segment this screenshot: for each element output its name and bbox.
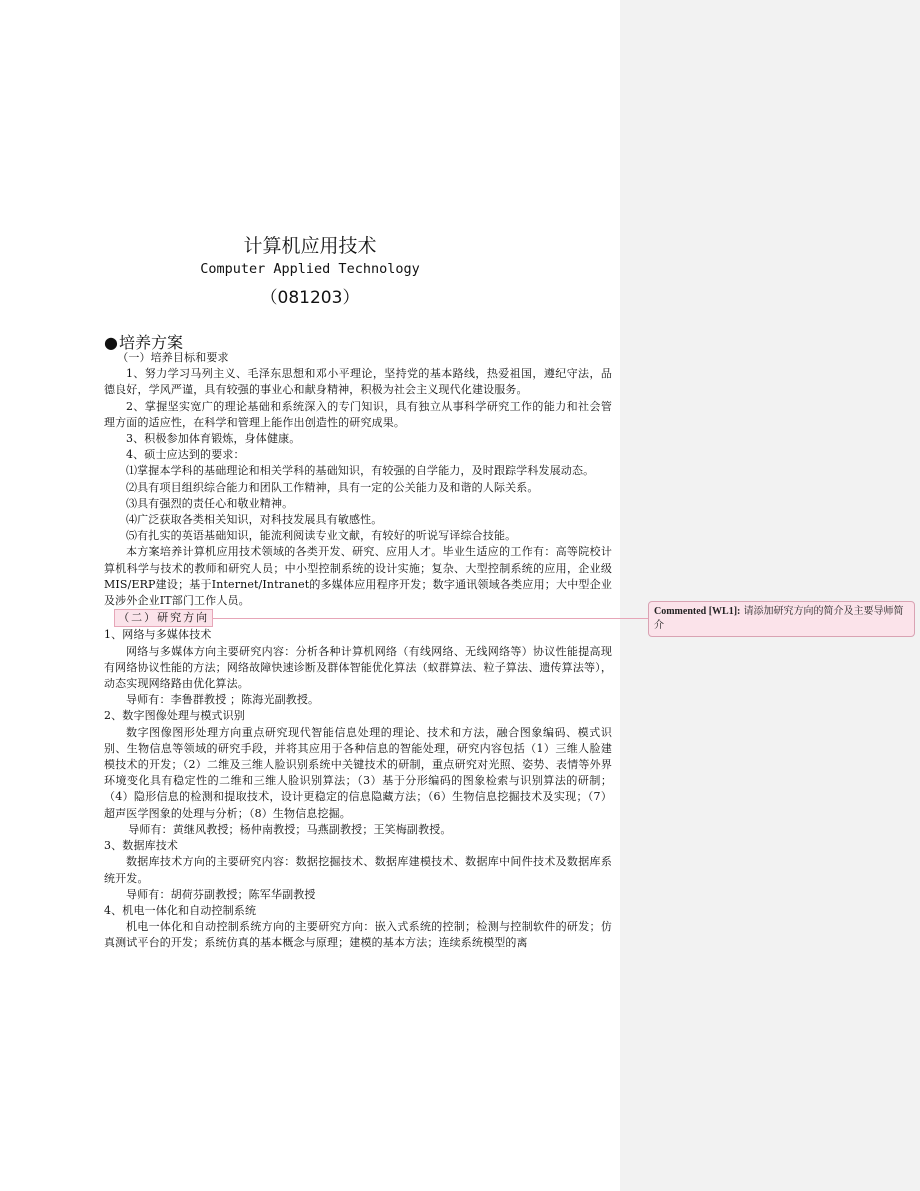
body-paragraph: 1、网络与多媒体技术 [104,628,212,642]
body-paragraph: 机电一体化和自动控制系统方向的主要研究方向：嵌入式系统的控制；检测与控制软件的研发；仿真测试平台的开发；系统仿真的基本概念与原理；建模的基本方法；连续系统模型的离 [104,920,612,950]
body-part-directions [104,627,612,951]
comment-author: Commented [WL1]: [654,606,741,617]
body-paragraph: ⑷广泛获取各类相关知识，对科技发展具有敏感性。 [126,513,383,527]
comment-balloon[interactable] [648,601,915,637]
comment-connector-line-margin [612,618,648,619]
document-subtitle-english: Computer Applied Technology [200,261,420,277]
body-paragraph: 数据库技术方向的主要研究内容：数据挖掘技术、数据库建模技术、数据库中间件技术及数据库系统开发。 [104,855,612,885]
document-body[interactable] [104,350,612,952]
section-heading-text: 培养方案 [118,333,183,352]
body-paragraph: ⑶具有强烈的责任心和敬业精神。 [126,496,294,510]
body-paragraph: 3、数据库技术 [104,839,179,853]
body-paragraph: 数字图像图形处理方向重点研究现代智能信息处理的理论、技术和方法，融合图象编码、模式识别、生物信息等领域的研究手段，并将其应用于各种信息的智能处理，研究内容包括（1）三维人脸建模技术的开发；（2）二维及三维人脸识别系统中关键技术的研制，重点研究对光照、姿势、表情等外界环境变化具有稳定性的二维和三维人脸识别算法；（3）基于分形编码的图象检索与识别算法的研制；（4）隐形信息的检测和提取技术，设计更稳定的信息隐藏方法；（6）生物信息挖掘技术及实现；（7）超声医学图象的处理与分析；（8）生物信息挖掘。 [104,725,612,820]
body-paragraph: 3、积极参加体育锻炼，身体健康。 [126,432,301,446]
comment-text: 请添加研究方向的简介及主要导师简介 [654,606,904,631]
body-paragraph: 导师有：黄继风教授；杨仲南教授；马燕副教授；王笑梅副教授。 [128,822,452,836]
bullet-icon: ● [104,333,118,352]
document-title: 计算机应用技术 [243,235,377,257]
body-paragraph: ⑸有扎实的英语基础知识，能流利阅读专业文献，有较好的听说写译综合技能。 [126,529,517,543]
body-part-goals [104,350,612,609]
body-paragraph: 本方案培养计算机应用技术领域的各类开发、研究、应用人才。毕业生适应的工作有：高等院校计算机科学与技术的教师和研究人员；中小型控制系统的设计实施；复杂、大型控制系统的应用，企业级MIS/ERP建设；基于Internet/Intranet的多媒体应用程序开发；数字通讯领域各类应用；大中型企业及涉外企业IT部门工作人员。 [104,545,612,608]
body-paragraph: 2、掌握坚实宽广的理论基础和系统深入的专门知识，具有独立从事科学研究工作的能力和社会管理方面的适应性，在科学和管理上能作出创造性的研究成果。 [104,399,612,429]
body-paragraph: 导师有：李鲁群教授 ；陈海光副教授。 [126,693,320,707]
body-paragraph: （一）培养目标和要求 [117,351,229,364]
body-paragraph: 4、机电一体化和自动控制系统 [104,903,257,917]
comment-connector-line [213,618,620,619]
body-paragraph: 2、数字图像处理与模式识别 [104,709,245,723]
discipline-code: （081203） [260,288,360,308]
body-paragraph: 网络与多媒体方向主要研究内容：分析各种计算机网络（有线网络、无线网络等）协议性能提高现有网络协议性能的方法；网络故障快速诊断及群体智能优化算法（蚁群算法、粒子算法、遗传算法等），动态实现网络路由优化算法。 [104,644,612,691]
commented-text-highlight[interactable]: （二）研究方向 [114,609,213,627]
body-paragraph: ⑴掌握本学科的基础理论和相关学科的基础知识，有较强的自学能力，及时跟踪学科发展动态。 [126,464,595,478]
body-paragraph: ⑵具有项目组织综合能力和团队工作精神，具有一定的公关能力及和谐的人际关系。 [126,480,539,494]
body-paragraph: 1、努力学习马列主义、毛泽东思想和邓小平理论，坚持党的基本路线，热爱祖国，遵纪守法，品德良好，学风严谨，具有较强的事业心和献身精神，积极为社会主义现代化建设服务。 [104,367,612,397]
body-paragraph: 4、硕士应达到的要求： [126,448,245,462]
body-paragraph: 导师有：胡荷芬副教授；陈军华副教授 [126,887,316,901]
comment-margin-pane [620,0,920,1191]
